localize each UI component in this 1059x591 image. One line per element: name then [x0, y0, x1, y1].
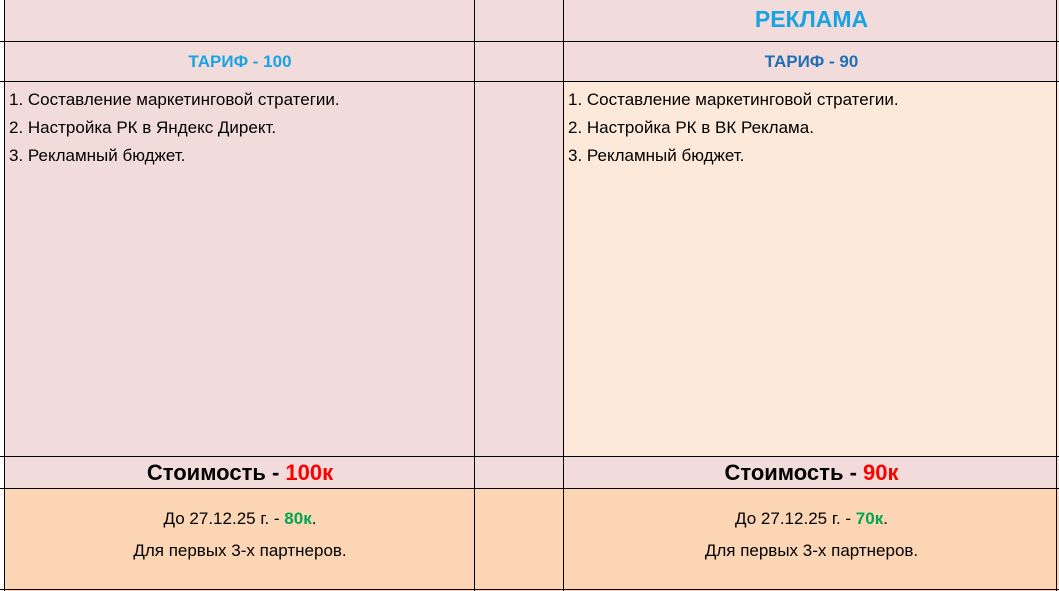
- service-item: 2. Настройка РК в Яндекс Директ.: [9, 118, 277, 137]
- tariff-100-promo: [5, 503, 475, 567]
- promo-price: 70к: [855, 509, 884, 528]
- grid-line-h5: [0, 589, 1059, 590]
- promo-suffix: .: [883, 509, 888, 528]
- tariff-90-services: [568, 86, 899, 170]
- cell-row5-mid[interactable]: [475, 488, 564, 591]
- promo-note: Для первых 3-х партнеров.: [704, 541, 919, 560]
- promo-line: [5, 503, 475, 535]
- promo-suffix: .: [311, 509, 317, 528]
- section-title: РЕКЛАМА: [754, 6, 869, 32]
- cell-row1-left[interactable]: [5, 0, 475, 41]
- tariff-100-services: [9, 86, 340, 170]
- cell-row1-mid[interactable]: [475, 0, 564, 41]
- grid-line-h3: [0, 456, 1059, 457]
- tariff-100-cost: [5, 460, 475, 486]
- cell-row2-mid[interactable]: [475, 41, 564, 81]
- service-item: 2. Настройка РК в ВК Реклама.: [568, 118, 814, 137]
- service-item: 1. Составление маркетинговой стратегии.: [9, 90, 340, 109]
- grid-line-h1: [0, 41, 1059, 42]
- cell-row4-mid[interactable]: [475, 456, 564, 488]
- cost-value: 90к: [863, 460, 899, 485]
- cost-value: 100к: [285, 460, 334, 485]
- tariff-90-title: ТАРИФ - 90: [764, 52, 859, 71]
- tariff-90-cost: [564, 460, 1059, 486]
- tariff-90-promo: [564, 503, 1059, 567]
- promo-price: 80к: [284, 509, 312, 528]
- promo-prefix: До 27.12.25 г. -: [735, 509, 856, 528]
- grid-line-h2: [0, 81, 1059, 82]
- cost-label: Стоимость -: [724, 460, 864, 485]
- promo-line: [564, 503, 1059, 535]
- service-item: 3. Рекламный бюджет.: [568, 146, 745, 165]
- service-item: 3. Рекламный бюджет.: [9, 146, 186, 165]
- promo-prefix: До 27.12.25 г. -: [163, 509, 285, 528]
- service-item: 1. Составление маркетинговой стратегии.: [568, 90, 899, 109]
- grid-line-h4: [0, 488, 1059, 489]
- cell-row3-mid[interactable]: [475, 81, 564, 456]
- tariff-100-title: ТАРИФ - 100: [188, 52, 292, 71]
- promo-note: Для первых 3-х партнеров.: [133, 541, 347, 560]
- cost-label: Стоимость -: [146, 460, 286, 485]
